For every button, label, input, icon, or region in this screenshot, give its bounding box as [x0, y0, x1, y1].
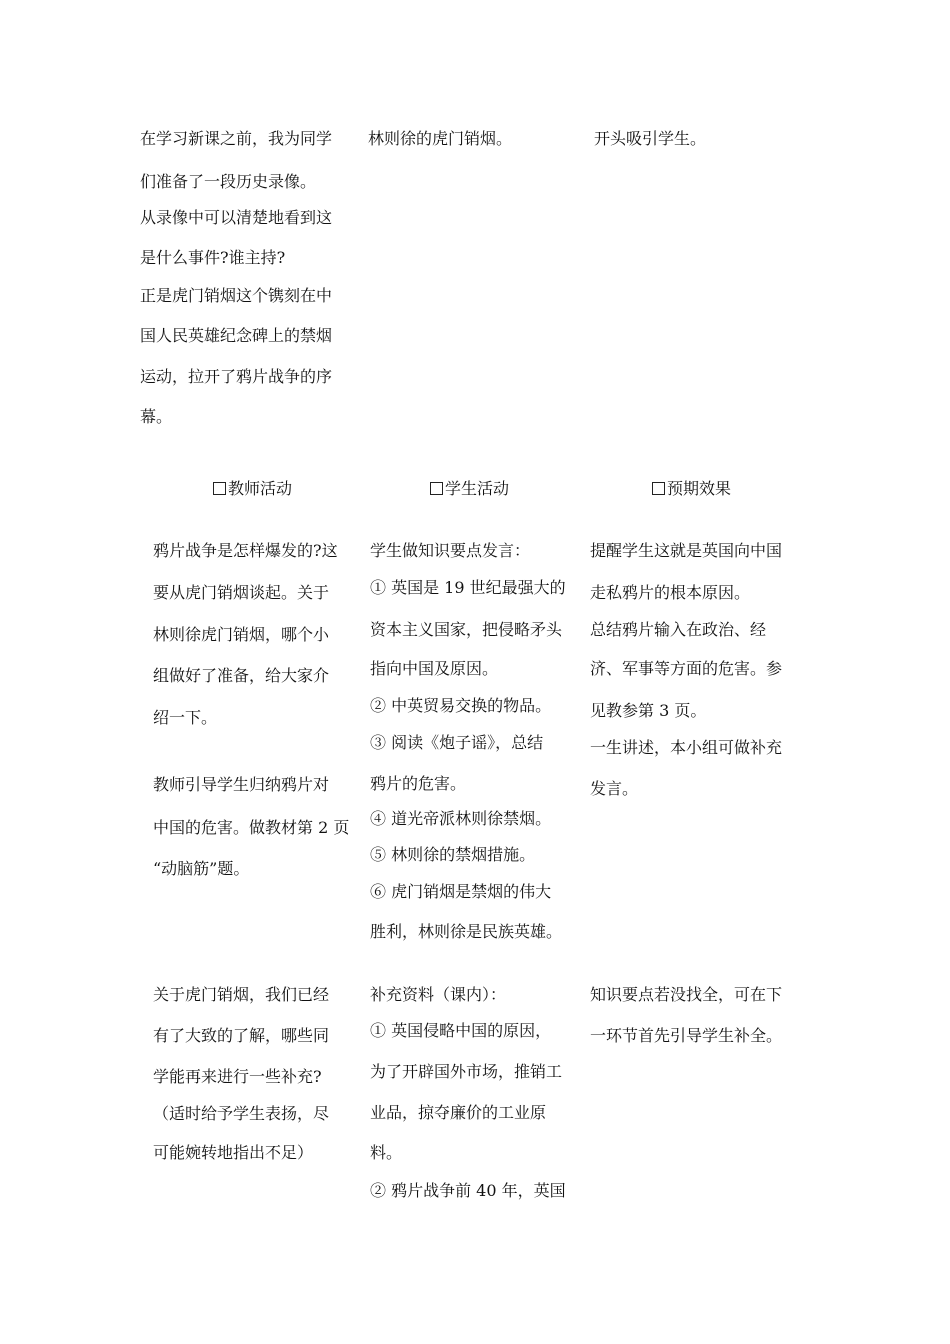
- text-line: 总结鸦片输入在政治、经: [590, 620, 767, 639]
- text-line: 教师引导学生归纳鸦片对: [153, 775, 330, 794]
- text-line: 组做好了准备，给大家介: [153, 666, 330, 685]
- header-expected-effect: [652, 476, 731, 499]
- text-line: 幕。: [140, 407, 173, 426]
- text-line: 正是虎门销烟这个镌刻在中: [140, 286, 333, 305]
- text-line: 有了大致的了解，哪些同: [153, 1026, 330, 1045]
- text-line: 走私鸦片的根本原因。: [590, 583, 751, 602]
- text-line: ④ 道光帝派林则徐禁烟。: [370, 809, 552, 828]
- text-line: 绍一下。: [153, 708, 218, 727]
- text-line: 关于虎门销烟，我们已经: [153, 985, 330, 1004]
- text-line: 从录像中可以清楚地看到这: [140, 208, 333, 227]
- text-line: 是什么事件?谁主持?: [140, 248, 286, 267]
- header-label: 教师活动: [228, 479, 293, 498]
- text-line: 中国的危害。做教材第 2 页: [153, 818, 350, 837]
- text-line: 鸦片战争是怎样爆发的?这: [153, 541, 338, 560]
- text-line: ③ 阅读《炮子谣》，总结: [370, 733, 544, 752]
- text-line: 学能再来进行一些补充?: [153, 1067, 322, 1086]
- text-line: 济、军事等方面的危害。参: [590, 659, 783, 678]
- text-line: 指向中国及原因。: [370, 659, 499, 678]
- checkbox-square-icon: [430, 482, 443, 495]
- header-student-activity: [430, 476, 509, 499]
- text-line: ① 英国是 19 世纪最强大的: [370, 578, 566, 597]
- text-line: 业品，掠夺廉价的工业原: [370, 1103, 547, 1122]
- text-line: “动脑筋”题。: [153, 859, 250, 878]
- text-line: ⑤ 林则徐的禁烟措施。: [370, 845, 536, 864]
- text-line: 见教参第 3 页。: [590, 701, 707, 720]
- header-label: 学生活动: [445, 479, 510, 498]
- text-line: 林则徐虎门销烟，哪个小: [153, 625, 330, 644]
- text-line: 在学习新课之前，我为同学: [140, 129, 333, 148]
- text-line: 国人民英雄纪念碑上的禁烟: [140, 326, 333, 345]
- text-line: 一生讲述，本小组可做补充: [590, 738, 783, 757]
- text-line: 补充资料（课内）：: [370, 985, 507, 1004]
- text-line: 资本主义国家，把侵略矛头: [370, 620, 563, 639]
- checkbox-square-icon: [652, 482, 665, 495]
- text-line: 一环节首先引导学生补全。: [590, 1026, 783, 1045]
- text-line: 鸦片的危害。: [370, 774, 467, 793]
- text-line: 料。: [370, 1143, 403, 1162]
- text-line: 林则徐的虎门销烟。: [368, 129, 513, 148]
- text-line: 知识要点若没找全，可在下: [590, 985, 783, 1004]
- text-line: 发言。: [590, 779, 639, 798]
- text-line: 要从虎门销烟谈起。关于: [153, 583, 330, 602]
- text-line: 学生做知识要点发言：: [370, 541, 531, 560]
- text-line: 运动，拉开了鸦片战争的序: [140, 367, 333, 386]
- header-teacher-activity: [213, 476, 292, 499]
- text-line: 胜利，林则徐是民族英雄。: [370, 922, 563, 941]
- text-line: ② 鸦片战争前 40 年，英国: [370, 1181, 566, 1200]
- text-line: ① 英国侵略中国的原因，: [370, 1021, 552, 1040]
- text-line: （适时给予学生表扬，尽: [153, 1104, 330, 1123]
- text-line: 们准备了一段历史录像。: [140, 172, 317, 191]
- text-line: 开头吸引学生。: [594, 129, 707, 148]
- text-line: ⑥ 虎门销烟是禁烟的伟大: [370, 882, 552, 901]
- text-line: 可能婉转地指出不足）: [153, 1143, 314, 1162]
- header-label: 预期效果: [667, 479, 732, 498]
- text-line: 为了开辟国外市场，推销工: [370, 1062, 563, 1081]
- text-line: ② 中英贸易交换的物品。: [370, 696, 552, 715]
- text-line: 提醒学生这就是英国向中国: [590, 541, 783, 560]
- checkbox-square-icon: [213, 482, 226, 495]
